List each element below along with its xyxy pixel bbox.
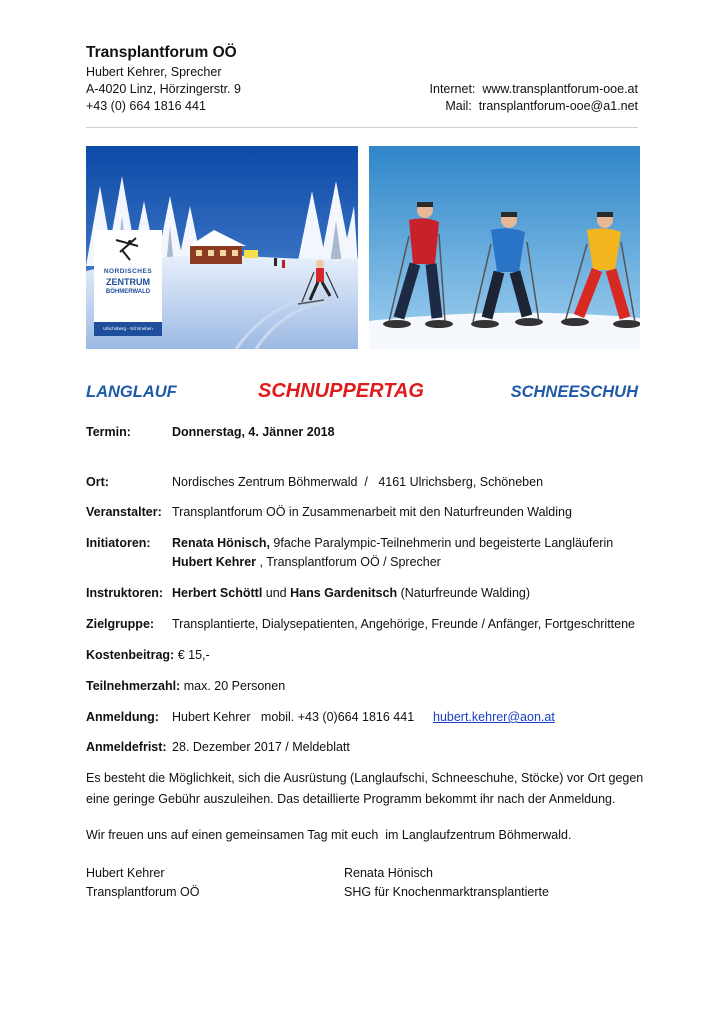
address: A-4020 Linz, Hörzingerstr. 9 (86, 82, 241, 96)
instruktoren-label: Instruktoren: (86, 586, 164, 600)
headline-schneeschuh: SCHNEESCHUH (510, 383, 638, 401)
initiator-2-desc: , Transplantforum OÖ / Sprecher (256, 555, 441, 569)
photo-langlauf (86, 146, 358, 349)
header-divider (86, 127, 638, 128)
signature-left-org: Transplantforum OÖ (86, 885, 200, 899)
internet-label: Internet: (429, 82, 476, 96)
signature-right-name: Renata Hönisch (344, 866, 433, 880)
closing-paragraph: Wir freuen uns auf einen gemeinsamen Tag mit euch im Langlaufzentrum Böhmerwald. (86, 828, 572, 842)
internet-link[interactable]: www.transplantforum-ooe.at (482, 82, 638, 96)
veranstalter-value: Transplantforum OÖ in Zusammenarbeit mit den Naturfreunden Walding (172, 505, 572, 519)
zielgruppe-label: Zielgruppe: (86, 617, 155, 631)
instruktoren-value (172, 586, 530, 600)
initiatoren-label: Initiatoren: (86, 536, 151, 550)
logo-line2: ZENTRUM (106, 277, 150, 287)
teilnehmer-value: max. 20 Personen (183, 679, 286, 693)
logo-line3: BÖHMERWALD (105, 289, 151, 295)
kosten-label: Kostenbeitrag: (86, 648, 175, 662)
org-title: Transplantforum OÖ (86, 44, 237, 61)
photo-schneeschuh (369, 146, 640, 349)
internet-line (430, 81, 638, 98)
mail-label: Mail: (445, 99, 472, 113)
teilnehmer-row (86, 679, 285, 693)
anmeldefrist-value: 28. Dezember 2017 / Meldeblatt (172, 740, 350, 754)
termin-label: Termin: (86, 425, 131, 439)
logo-line1: NORDISCHES (103, 268, 153, 275)
kosten-value: € 15,- (177, 648, 210, 662)
info-line-2: eine geringe Gebühr auszuleihen. Das detaillierte Programm bekommt ihr nach der Anmeldung. (86, 792, 616, 806)
info-line-1: Es besteht die Möglichkeit, sich die Ausrüstung (Langlaufschi, Schneeschuhe, Stöcke) vor Ort gegen (86, 771, 644, 785)
veranstalter-label: Veranstalter: (86, 505, 162, 519)
initiator-1 (172, 536, 613, 550)
headline-schnuppertag: SCHNUPPERTAG (258, 380, 424, 402)
instruktor-2: Hans Gardenitsch (290, 586, 398, 600)
initiator-1-desc: 9fache Paralympic-Teilnehmerin und begeisterte Langläuferin (269, 536, 614, 550)
kosten-row (86, 648, 210, 662)
headline-langlauf: LANGLAUF (86, 383, 177, 401)
contact-person: Hubert Kehrer, Sprecher (86, 65, 222, 79)
signature-left-name: Hubert Kehrer (86, 866, 165, 880)
teilnehmer-label: Teilnehmerzahl: (86, 679, 181, 693)
instruktor-1: Herbert Schöttl (172, 586, 263, 600)
anmeldung-email-link[interactable]: hubert.kehrer@aon.at (433, 710, 555, 724)
phone: +43 (0) 664 1816 441 (86, 99, 206, 113)
anmeldung-value: Hubert Kehrer mobil. +43 (0)664 1816 441 (172, 710, 415, 724)
logo-caption: Ulrichsberg - Schöneben (103, 326, 153, 331)
ort-label: Ort: (86, 475, 109, 489)
signature-right-org: SHG für Knochenmarktransplantierte (344, 885, 549, 899)
ort-value: Nordisches Zentrum Böhmerwald / 4161 Ulrichsberg, Schöneben (172, 475, 544, 489)
initiator-1-name: Renata Hönisch, (172, 536, 270, 550)
info-paragraph (86, 768, 646, 810)
anmeldefrist-label: Anmeldefrist: (86, 740, 167, 754)
mail-line (445, 98, 638, 115)
initiator-2-name: Hubert Kehrer (172, 555, 257, 569)
anmeldung-label: Anmeldung: (86, 710, 159, 724)
instruktoren-und: und (262, 586, 291, 600)
termin-value: Donnerstag, 4. Jänner 2018 (172, 425, 335, 439)
zielgruppe-value: Transplantierte, Dialysepatienten, Angehörige, Freunde / Anfänger, Fortgeschrittene (172, 617, 636, 631)
mail-link[interactable]: transplantforum-ooe@a1.net (478, 99, 638, 113)
initiator-2 (172, 555, 441, 569)
instruktoren-suffix: (Naturfreunde Walding) (397, 586, 531, 600)
